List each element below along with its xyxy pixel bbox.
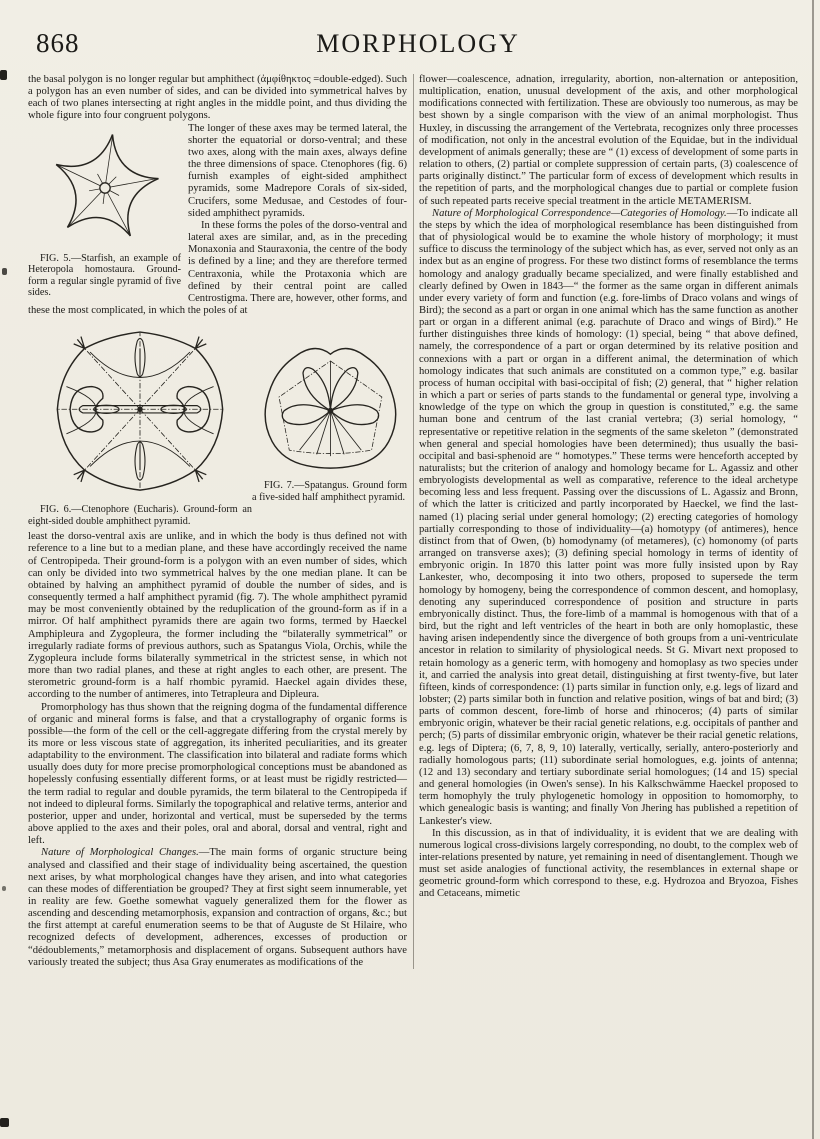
figure-caption: FIG. 5.—Starfish, an example of Heteropola homostaura. Ground-form a regular single pyramid of five sides. <box>28 252 181 299</box>
scan-artifact <box>0 1118 9 1127</box>
section-lead: Nature of Morphological Changes. <box>41 847 199 859</box>
ctenophore-figure <box>34 323 246 501</box>
scan-artifact <box>2 268 7 275</box>
body-text: —To indicate all the steps by which the idea of morphological resemblance has been distinguished from that of physiological would be to examine the whole history of morphology; it must suffice to discuss the terminology of the subject which has, as ever, served not only as an index but as an engine of progress. For these two distinct forms of resemblance the terms homology and analogy gradually became specialized, and were finally established and clearly defined by Owen in 1843—“ the former as the same organ in different animals under every variety of form and function (e.g. fore-limbs of Draco volans and wings of Bird); the second as a part or organ in one animal which has the same function as another part or organ in a different animal (e.g. parachute of Draco and wings of Bird).” He further distinguishes three kinds of homology: (1) special, being “ that above defined, namely, the correspondence of a part or organ determined by its relative position and connexions with a part or organ in a different animal, the determination of which homology indicates that such animals are constituted on a common type,” e.g. basilar process of human occipital with basi-occipital of fish; (2) general, that “ higher relation in which a part or series of parts stands to the fundamental or general type, involving a knowledge of the type on which the group in question is constituted,” e.g. the same human bone and centrum of the last cranial vertebra; (3) serial homology, “ representative or repetitive relation in the segments of the same skeleton ” (demonstrated when general and special homologies have been determined); thus usually the basi-occipital and basi-sphenoid are “ homotypes.” These terms were henceforth accepted by naturalists; but the criterion of analogy and homology became for L. Agassiz and other embryologists developmental as well as comparative, reference to the ideal archetype becoming less and less frequent. Passing over the discussions of L. Agassiz and Bronn, of which the latter is criticized and partly incorporated by Haeckel, we find the last-named (1) placing serial under general homology; (2) erecting categories of homology partially corresponding to those of individuality—(a) homotypy (of antimeres), hence distinct from that of Owen, (b) homodynamy (of metameres), (c) homonomy (of parts arranged on transverse axes); (3) defining special homology in terms of identity of embryonic origin. In 1870 this latter point was more fully insisted upon by Ray Lankester, who, decomposing it into two others, proposed to supersede the term homology by homogeny, being the correspondence of common descent, and homoplasy, denoting any superinduced correspondence of position and structure in parts embryonically distinct. Thus, the fore-limb of a mammal is homogenous with that of a bird, but the right and left ventricles of the heart in both are only homoplastic, these having arisen independently since the divergence of both groups from a uni-ventriculate ancestor in relation to similarity of physiological needs. St G. Mivart next proposed to retain homology as a generic term, with homogeny and homoplasy as two species under it, and carried the analysis into great detail, distinguishing at first twenty-five, but later fifteen, kinds of correspondence: (1) parts similar in function only, e.g. legs of lizard and lobster; (2) parts similar both in function and relative position, wings of bat and bird; (3) parts of common descent, fore-limb of horse and rhinoceros; (4) parts of similar embryonic origin, whatever be their racial genetic relations, e.g. occipitals of panther and perch; (5) parts of dissimilar embryonic origin, whatever be their racial genetic relations, e.g. legs of Diptera; (6, 7, 8, 9, 10) laterally, vertically, serially, antero-posteriorly and radially homologous parts; (11) subordinate serial homologues, e.g. joints of antenna; (12 and 13) secondary and tertiary subordinate serial homologues; (14 and 15) special and general homologies (in Owen's sense). In his Kalkschwämme Haeckel proposed to term homophyly the truly phylogenetic homology in opposition to homomorphy, to which genealogic basis is wanting; and finally Von Jhering has published a repetition of Lankester's view. <box>419 207 798 827</box>
body-paragraph: the basal polygon is no longer regular but amphithect (ἀμφίθηκτος =double-edged). Such a polygon has an even number of sides, and can be divided into symmetrical halves by each of two planes intersecting at right angles in the middle point, and thus dividing the whole figure into four congruent polygons. <box>28 74 407 122</box>
figure-starfish <box>28 125 181 299</box>
body-paragraph <box>419 208 798 828</box>
column-divider <box>413 74 414 969</box>
right-column <box>419 74 798 969</box>
scan-artifact <box>0 70 7 80</box>
page-header <box>28 26 808 66</box>
figure-caption: FIG. 6.—Ctenophore (Eucharis). Ground-form an eight-sided double amphithect pyramid. <box>28 504 252 527</box>
body-paragraph: In these forms the poles of the dorso-ventral and lateral axes are similar, and, as in the preceding Monaxonia and Stauraxonia, the centre of the body is defined by a line; and they are therefore termed Centraxonia, while the Protaxonia which are defined by their central point are called Centrostigma. There are, however, other forms, and these the most complicated, in which the poles of at <box>28 219 407 316</box>
scan-artifact <box>2 886 6 891</box>
page-number: 868 <box>36 28 80 58</box>
body-paragraph: The longer of these axes may be termed lateral, the shorter the equatorial or dorso-ventral; and these two axes, along with the main axes, always define the three dimensions of space. Ctenophores (fig. 6) furnish examples of eight-sided amphithect pyramids, some Madrepore Corals of six-sided, Crucifers, some Medusae, and Cestodes of four-sided amphithect pyramids. <box>188 122 407 219</box>
figure-ctenophore <box>28 323 252 527</box>
spatangus-figure <box>255 335 405 477</box>
section-lead: Nature of Morphological Correspondence—Categories of Homology. <box>432 207 727 219</box>
page-title: MORPHOLOGY <box>316 29 520 58</box>
body-text: —The main forms of organic structure being analysed and classified and their stage of individuality being ascertained, the question next arises, by what morphological changes have they arisen, and into what categories can these modes of differentiation be grouped? They at first sight seem innumerable, yet in reality are few. Goethe somewhat vaguely generalized them for the flower as ascending and descending metamorphosis, expansion and contraction of organs, &c.; but the first attempt at careful enumeration seems to be that of Auguste de St Hilaire, who recognized defects of development, adherences, excesses of production or “dédoublements,” metamorphosis and displacement of organs. Subsequent authors have variously treated the subject; thus Asa Gray enumerates as modifications of the <box>28 847 407 968</box>
body-paragraph: Promorphology has thus shown that the reigning dogma of the fundamental difference of organic and mineral forms is false, and that a crystallography of organic forms is possible—the form of the cell or the cell-aggregate differing from the crystal merely by its more or less viscous state of aggregation, its inherited peculiarities, and its greater adaptability to the environment. The classification into bilateral and radiate forms which usually does duty for more precise promorphological conceptions must be abandoned as hopelessly confusing essentially different forms, or at least must be rigidly restricted—the term radial to regular and double pyramids, the term bilateral to the Centropipeda if not indeed to dipleural forms. Similarly the topographical and relative terms, anterior and posterior, upper and under, horizontal and vertical, must be superseded by the terms above applied to the axes and their poles, oral and aboral, dorsal and ventral, right and left. <box>28 701 407 847</box>
body-paragraph: flower—coalescence, adnation, irregularity, abortion, non-alternation or anteposition, multiplication, enation, unusual development of the axis, and other morphological modifications connected with fertilization. These are obviously too numerous, as may be best shown by a single comparison with the view of an animal morphologist. Thus Huxley, in discussing the arrangement of the Vertebrata, recognizes only three processes of modification, not only in the ancestral evolution of the Equidae, but in the individual development of animals generally; these are “ (1) excess of development of some parts in relation to others, (2) partial or complete suppression of certain parts, (3) coalescence of parts originally distinct.” The particular form of excess of development which results in the repetition of parts, and the morphological changes due to partial or complete fusion of such repeated parts receive special treatment in the article METAMERISM. <box>419 74 798 207</box>
starfish-figure <box>44 127 166 249</box>
figure-spatangus <box>252 323 407 503</box>
two-column-body <box>28 74 808 969</box>
figure-row <box>28 317 407 531</box>
figure-caption: FIG. 7.—Spatangus. Ground form a five-sided half amphithect pyramid. <box>252 480 407 503</box>
page-edge-rule <box>812 0 814 1139</box>
body-paragraph: In this discussion, as in that of individuality, it is evident that we are dealing with numerous logical cross-divisions largely corresponding, no doubt, to the complex web of inter-relations presented by nature, yet remaining in need of disentanglement. Though we must set aside analogies of functional activity, the resemblances in external shape or geometric ground-form which correspond to these, e.g. Hydrozoa and Bryozoa, Fishes and Cetaceans, mimetic <box>419 827 798 900</box>
body-paragraph <box>28 847 407 969</box>
left-column <box>28 74 407 969</box>
body-paragraph: least the dorso-ventral axis are unlike, and in which the body is thus defined not with reference to a line but to a median plane, and these have accordingly received the name of Centropipeda. Their ground-form is a polygon with an even number of sides, which can only be divided into two symmetrical halves by the one median plane. It can be obtained by halving an amphithect pyramid of double the number of sides, and is consequently termed a half amphithect pyramid (fig. 7). The whole amphithect pyramid may be most conveniently obtained by the reduplication of the ground-form as if in a mirror. Of half amphithect pyramids there are again two forms, termed by Haeckel Amphipleura and Zygopleura, the former including the “bilaterally symmetrical” or irregularly radiate forms of previous authors, such as Spatangus Viola, Orchis, while the Zygopleura include forms bilaterally symmetrical in the strictest sense, in which not more than two radial planes, and these at right angles to each other, are present. The sterometric ground-form is a half rhombic pyramid. Haeckel again divides these, according to the number of antimeres, into Tetrapleura and Dipleura. <box>28 531 407 701</box>
